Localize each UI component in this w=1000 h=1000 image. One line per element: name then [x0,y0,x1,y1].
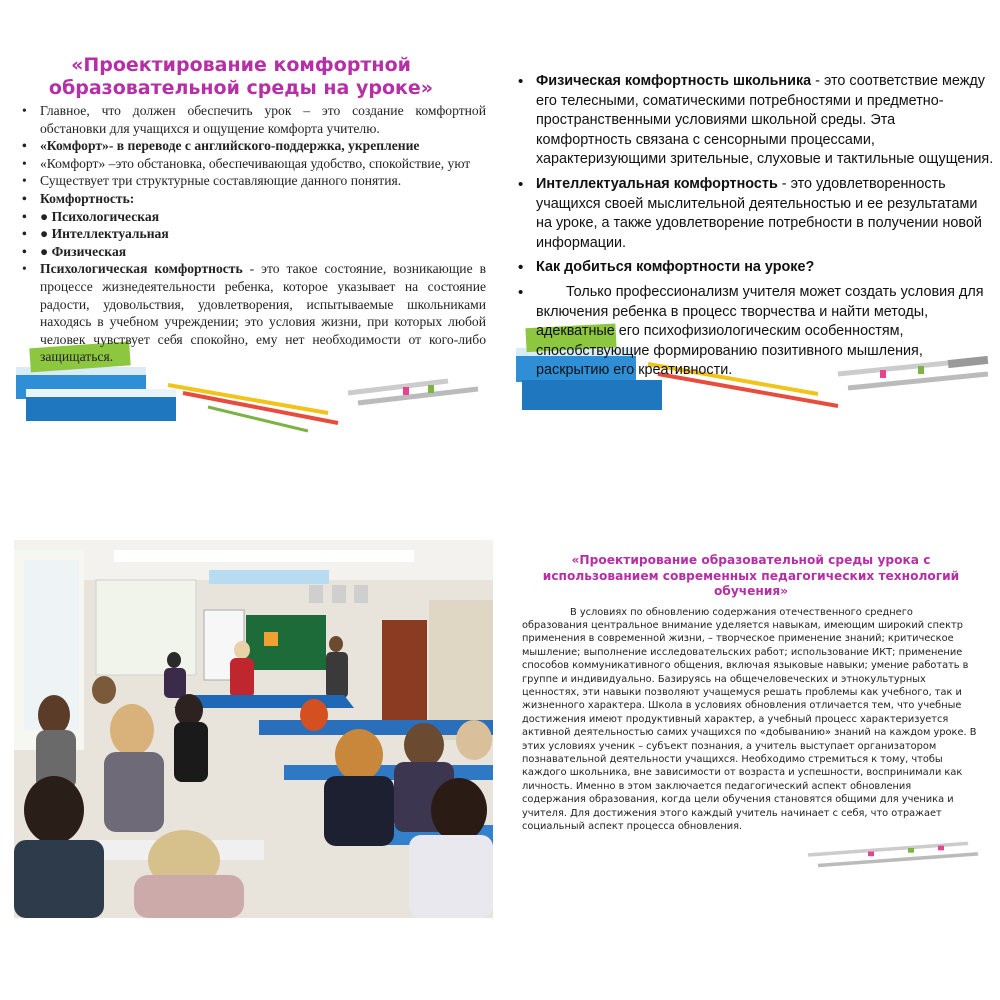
list-item-text: «Комфорт»- в переводе с английского-поддержка, укрепление [40,138,420,154]
list-item-text: ● Физическая [40,243,127,259]
physical-comfort-text: - это соответствие между его телесными, соматическими потребностями и предметно-пространственными условиями школьной среды. Эта комфортность связана с сенсорными процессами, характеризующими зрительные, слуховые и тактильные ощущения. [536,73,994,168]
list-item [20,172,486,190]
list-item [20,155,486,173]
slide4-body [522,606,978,834]
slide-modern-technologies [508,545,994,890]
slide2-bullet-list [508,72,994,381]
slide-comfort-types [508,72,994,434]
list-item [20,208,486,226]
list-item [518,175,994,253]
psychological-comfort-term: Психологическая комфортность [40,261,243,277]
list-item-text: «Комфорт» –это обстановка, обеспечивающая удобство, спокойствие, уют [40,155,471,171]
slide4-title: «Проектирование образовательной среды урока с использованием современных педагогических технологий обучения» [542,553,960,598]
slide-comfort-environment [8,48,494,443]
list-item-text: ● Психологическая [40,208,160,224]
list-item-text: ● Интеллектуальная [40,226,169,242]
list-item-text: Комфортность: [40,190,135,206]
list-item [20,102,486,137]
list-item [20,190,486,208]
list-item [20,243,486,261]
list-item-psychological [20,260,486,366]
slide4-paragraph: В условиях по обновлению содержания отечественного среднего образования центральное внимание уделяется навыкам, имеющим широкий спектр применения в современной жизни, – творческое применение знаний; критическое мышление; выполнение исследовательских работ; использование ИКТ; применение способов коммуникативного общения, включая языковые навыки; умение работать в группе и индивидуально. Базируясь на общечеловеческих и этнокультурных ценностях, эти навыки позволяют учащемуся решать проблемы как учебного, так и жизненного характера. Школа в условиях обновления отличается тем, что учебные достижения имеют продуктивный характер, а учебный процесс характеризуется активной деятельностью самих учащихся по «добыванию» знаний на каждом уроке. В этих условиях ученик – субъект познания, а учитель выступает организатором познавательной деятельности учащихся. Необходимо стремиться к тому, чтобы каждого школьника, вне зависимости от возраста и успешности, воспринимали как личность. Именно в этом заключается педагогический аспект обновления содержания образования, когда цели обучения становятся общими для ученика и учителя. Для достижения этого каждый учитель начинает с себя, что отражает социальный аспект процесса обновления. [522,606,977,832]
list-item [518,72,994,170]
list-item-question [518,258,994,278]
slide1-title [18,54,464,100]
answer-text: Только профессионализм учителя может создать условия для включения ребенка в процесс творчества и найти методы, адекватные его психофизиологическим особенностям, способствующие формированию позитивного мышления, раскрытию его креативности. [536,283,984,379]
title-line-1: «Проектирование комфортной [71,54,411,76]
list-item-text: Главное, что должен обеспечить урок – это создание комфортной обстановки для учащихся и ощущение комфорта учителю. [40,103,486,136]
intellectual-comfort-text: - это удовлетворенность учащихся своей мыслительной деятельностью и ее результатами на уроке, а также удовлетворение потребности в получении новой информации. [536,175,982,251]
list-item [20,137,486,155]
list-item-text: Существует три структурные составляющие данного понятия. [40,173,402,189]
list-item-answer [518,283,994,381]
intellectual-comfort-term: Интеллектуальная комфортность [536,175,778,192]
slide1-bullet-list [8,102,494,366]
classroom-photo [14,540,493,918]
psychological-comfort-text: - это такое состояние, возникающие в процессе жизнедеятельности ребенка, которое указывает на состояние радости, удовольствия, удовлетворения, испытываемые школьниками находясь в учебном учреждении; это условия жизни, при которых любой человек чувствует себя спокойно, ему нет необходимости от кого-либо защищаться. [40,261,486,365]
question-text: Как добиться комфортности на уроке? [536,259,815,276]
classroom-photo-illustration [14,540,493,918]
list-item [20,225,486,243]
physical-comfort-term: Физическая комфортность школьника [536,73,812,89]
title-line-2: образовательной среды на уроке» [48,77,434,99]
